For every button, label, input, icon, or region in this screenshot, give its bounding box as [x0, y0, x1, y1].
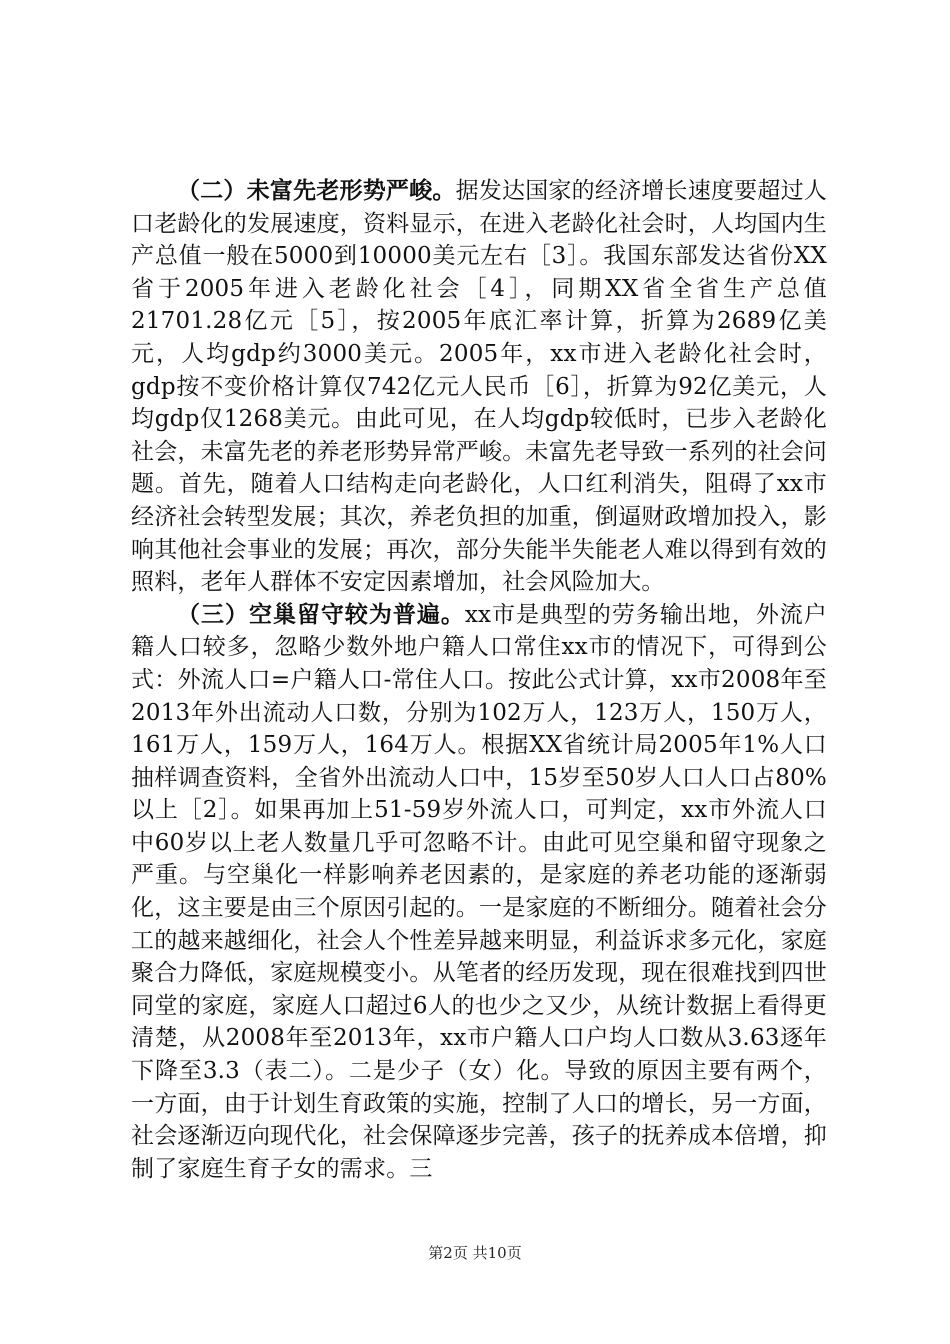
paragraph-aging-before-rich	[131, 175, 827, 599]
section-heading: （三）空巢留守较为普遍。	[177, 600, 465, 628]
paragraph-text: xx市是典型的劳务输出地，外流户籍人口较多，忽略少数外地户籍人口常住xx市的情况下，可得到公式：外流人口=户籍人口-常住人口。按此公式计算，xx市2008年至2013年外出流动人口数，分别为102万人，123万人，150万人，161万人，159万人，164万人。根据XX省统计局2005年1%人口抽样调查资料，全省外出流动人口中，15岁至50岁人口人口占80%以上［2］。如果再加上51-59岁外流人口，可判定，xx市外流人口中60岁以上老人数量几乎可忽略不计。由此可见空巢和留守现象之严重。与空巢化一样影响养老因素的，是家庭的养老功能的逐渐弱化，这主要是由三个原因引起的。一是家庭的不断细分。随着社会分工的越来越细化，社会人个性差异越来明显，利益诉求多元化，家庭聚合力降低，家庭规模变小。从笔者的经历发现，现在很难找到四世同堂的家庭，家庭人口超过6人的也少之又少，从统计数据上看得更清楚，从2008年至2013年，xx市户籍人口户均人口数从3.63逐年下降至3.3（表二）。二是少子（女）化。导致的原因主要有两个，一方面，由于计划生育政策的实施，控制了人口的增长，另一方面，社会逐渐迈向现代化，社会保障逐步完善，孩子的抚养成本倍增，抑制了家庭生育子女的需求。三	[131, 601, 827, 1182]
section-heading: （二）未富先老形势严峻。	[177, 177, 456, 204]
paragraph-empty-nest	[131, 599, 827, 1186]
paragraph-text: 据发达国家的经济增长速度要超过人口老龄化的发展速度，资料显示，在进入老龄化社会时，人均国内生产总值一般在5000到10000美元左右［3］。我国东部发达省份XX省于2005年进入老龄化社会［4］，同期XX省全省生产总值21701.28亿元［5］，按2005年底汇率计算，折算为2689亿美元，人均gdp约3000美元。2005年，xx市进入老龄化社会时，gdp按不变价格计算仅742亿元人民币［6］，折算为92亿美元，人均gdp仅1268美元。由此可见，在人均gdp较低时，已步入老龄化社会，未富先老的养老形势异常严峻。未富先老导致一系列的社会问题。首先，随着人口结构走向老龄化，人口红利消失，阻碍了xx市经济社会转型发展；其次，养老负担的加重，倒逼财政增加投入，影响其他社会事业的发展；再次，部分失能半失能老人难以得到有效的照料，老年人群体不安定因素增加，社会风险加大。	[131, 178, 827, 596]
page-number-footer: 第2页 共10页	[428, 1244, 522, 1262]
document-body	[131, 175, 827, 1185]
